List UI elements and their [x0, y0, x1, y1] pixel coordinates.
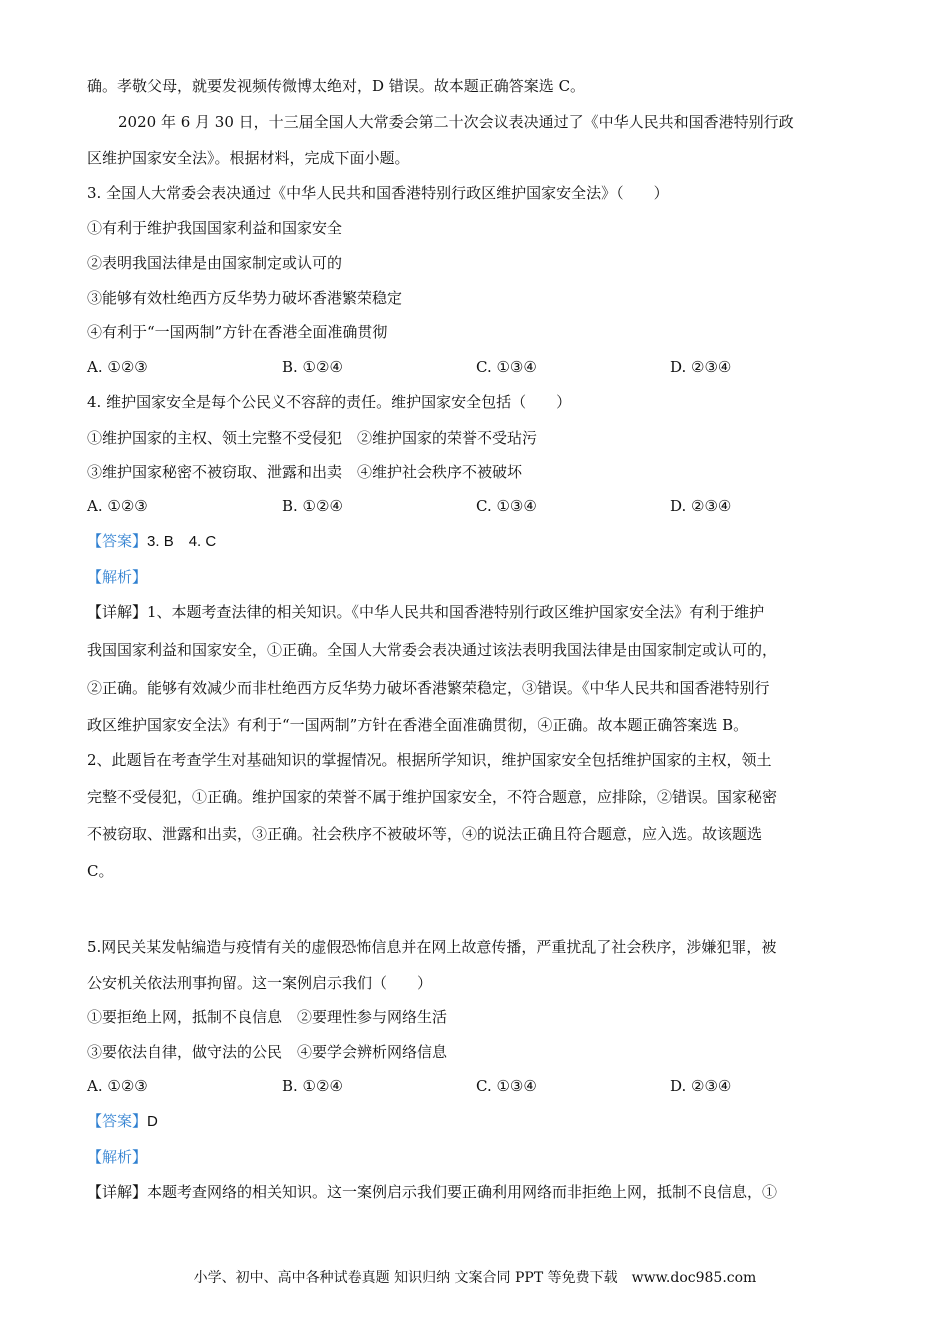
question-4: 4. 维护国家安全是每个公民义不容辞的责任。维护国家安全包括（ ）	[87, 393, 572, 411]
answer-line	[87, 1111, 158, 1132]
detail-label: 【详解】	[87, 603, 148, 621]
explanation-line: 我国国家利益和国家安全，①正确。全国人大常委会表决通过该法表明我国法律是由国家制定或认可的，	[87, 641, 778, 659]
question-3: 3. 全国人大常委会表决通过《中华人民共和国香港特别行政区维护国家安全法》（ ）	[87, 184, 669, 202]
statement: ③要依法自律，做守法的公民 ④要学会辨析网络信息	[87, 1043, 448, 1061]
explanation-line: ②正确。能够有效减少而非杜绝西方反华势力破坏香港繁荣稳定，③错误。《中华人民共和国香港特别行	[87, 679, 770, 697]
explanation-line	[87, 1182, 777, 1202]
statement: ①要拒绝上网，抵制不良信息 ②要理性参与网络生活	[87, 1008, 448, 1026]
explanation-line: C。	[87, 862, 114, 880]
option-d: D. ②③④	[670, 497, 732, 515]
option-b: B. ①②④	[282, 497, 343, 515]
page-footer: 小学、初中、高中各种试卷真题 知识归纳 文案合同 PPT 等免费下载 www.doc985.com	[193, 1270, 757, 1286]
explanation-text: 本题考查网络的相关知识。这一案例启示我们要正确利用网络而非拒绝上网，抵制不良信息，①	[147, 1183, 778, 1201]
explanation-line: 2、此题旨在考查学生对基础知识的掌握情况。根据所学知识，维护国家安全包括维护国家的主权，领土	[87, 751, 772, 769]
explanation-line: 完整不受侵犯，①正确。维护国家的荣誉不属于维护国家安全，不符合题意，应排除，②错误。国家秘密	[87, 788, 778, 806]
answer-label: 【答案】	[87, 1112, 148, 1130]
option-d: D. ②③④	[670, 358, 732, 376]
statement: ③维护国家秘密不被窃取、泄露和出卖 ④维护社会秩序不被破坏	[87, 463, 523, 481]
passage-intro-line: 2020 年 6 月 30 日，十三届全国人大常委会第二十次会议表决通过了《中华人民共和国香港特别行政	[118, 113, 794, 131]
option-d: D. ②③④	[670, 1077, 732, 1095]
analysis-label: 【解析】	[87, 1148, 148, 1166]
analysis-label: 【解析】	[87, 568, 148, 586]
answer-line	[87, 531, 216, 552]
statement: ①维护国家的主权、领土完整不受侵犯 ②维护国家的荣誉不受玷污	[87, 429, 538, 447]
answer-label: 【答案】	[87, 532, 148, 550]
option-c: C. ①③④	[476, 1077, 537, 1095]
detail-label: 【详解】	[87, 1183, 148, 1201]
analysis-line	[87, 1147, 147, 1167]
statement: ②表明我国法律是由国家制定或认可的	[87, 254, 343, 272]
text-line: 确。孝敬父母，就要发视频传微博太绝对，D 错误。故本题正确答案选 C。	[87, 77, 586, 95]
answer-value: D	[147, 1113, 158, 1130]
explanation-line	[87, 602, 764, 622]
statement: ①有利于维护我国国家利益和国家安全	[87, 219, 343, 237]
option-c: C. ①③④	[476, 497, 537, 515]
analysis-line	[87, 567, 147, 587]
passage-intro-line: 区维护国家安全法》。根据材料，完成下面小题。	[87, 149, 410, 167]
explanation-text: 1、本题考查法律的相关知识。《中华人民共和国香港特别行政区维护国家安全法》有利于维护	[147, 603, 765, 621]
option-a: A. ①②③	[87, 358, 148, 376]
option-a: A. ①②③	[87, 1077, 148, 1095]
statement: ③能够有效杜绝西方反华势力破坏香港繁荣稳定	[87, 289, 403, 307]
answer-value: 3. B 4. C	[147, 533, 217, 550]
statement: ④有利于“一国两制”方针在香港全面准确贯彻	[87, 323, 388, 341]
question-5-cont: 公安机关依法刑事拘留。这一案例启示我们（ ）	[87, 974, 433, 992]
question-5: 5.网民关某发帖编造与疫情有关的虚假恐怖信息并在网上故意传播，严重扰乱了社会秩序，涉嫌犯罪，被	[87, 938, 777, 956]
option-c: C. ①③④	[476, 358, 537, 376]
explanation-line: 政区维护国家安全法》有利于“一国两制”方针在香港全面准确贯彻，④正确。故本题正确答案选 B。	[87, 716, 749, 734]
option-a: A. ①②③	[87, 497, 148, 515]
explanation-line: 不被窃取、泄露和出卖，③正确。社会秩序不被破坏等，④的说法正确且符合题意，应入选。故该题选	[87, 825, 763, 843]
option-b: B. ①②④	[282, 1077, 343, 1095]
option-b: B. ①②④	[282, 358, 343, 376]
